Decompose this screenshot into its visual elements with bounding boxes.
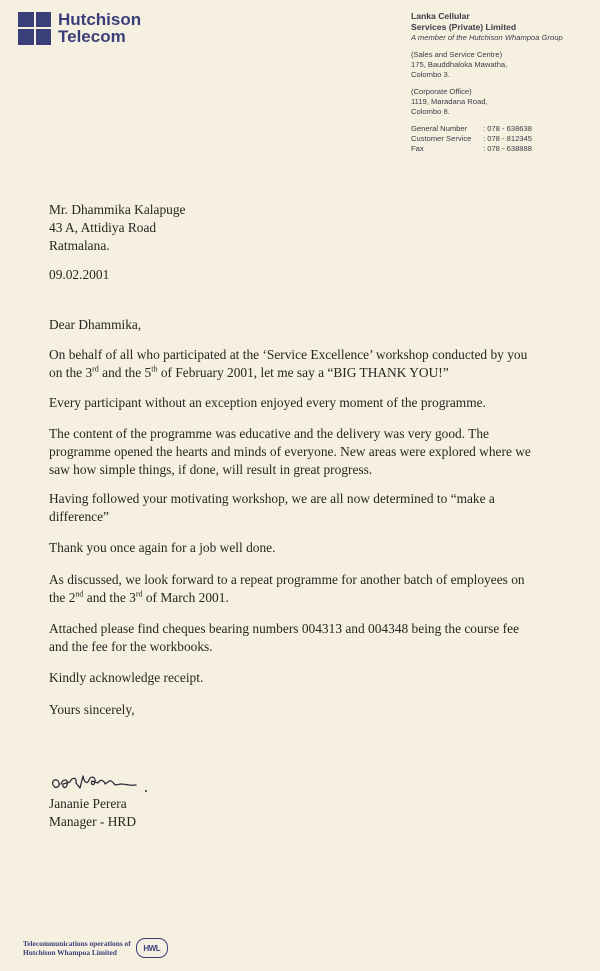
paragraph-2: Every participant without an exception enjoyed every moment of the programme.: [49, 395, 486, 410]
text-run: on the 3: [49, 365, 93, 380]
contact-value: : 078 - 638888: [483, 144, 532, 153]
paragraph-line: On behalf of all who participated at the ‘Service Excellence’ workshop conducted by you: [49, 347, 528, 362]
paragraph-line: The content of the programme was educative and the delivery was very good. The: [49, 426, 490, 441]
paragraph-line: [49, 364, 579, 382]
footer: [23, 938, 168, 958]
footer-line1: Telecommunications operations of: [23, 938, 131, 948]
sales-centre-address: [411, 50, 596, 80]
footer-text: [23, 939, 131, 958]
text-run: of February 2001, let me say a “BIG THANK YOU!”: [157, 365, 449, 380]
paragraph-line: saw how simple things, if done, will result in great progress.: [49, 462, 373, 477]
paragraph-6: [49, 571, 579, 607]
recipient-address: [49, 201, 579, 255]
contact-row: [411, 144, 596, 154]
company-name-line2: Services (Private) Limited: [411, 22, 517, 32]
signatory-name: Jananie Perera: [49, 796, 127, 811]
signatory-title: Manager - HRD: [49, 814, 137, 829]
contact-value: : 078 - 638638: [483, 124, 532, 133]
recipient-address-line2: Ratmalana.: [49, 238, 110, 253]
salutation: Dear Dhammika,: [49, 317, 142, 332]
paragraph-1: [49, 346, 579, 382]
company-name-line1: Lanka Cellular: [411, 11, 470, 21]
ordinal-suffix: nd: [75, 589, 84, 599]
handwritten-signature: [50, 770, 160, 796]
paragraph-line: programme opened the hearts and minds of everyone. New areas were explored where we: [49, 444, 531, 459]
closing: Yours sincerely,: [49, 702, 135, 717]
ordinal-suffix: rd: [92, 364, 99, 374]
member-note: A member of the Hutchison Whampoa Group: [411, 33, 563, 42]
text-run: the 2: [49, 590, 76, 605]
logo-line2: Telecom: [58, 27, 126, 46]
contact-value: : 078 - 812345: [483, 134, 532, 143]
recipient-name: Mr. Dhammika Kalapuge: [49, 202, 186, 217]
corporate-office-line1: 1119, Maradana Road,: [411, 97, 488, 106]
paragraph-8: Kindly acknowledge receipt.: [49, 670, 204, 685]
hutchison-squares-icon: [18, 12, 51, 45]
corporate-office-address: [411, 87, 596, 117]
contact-numbers: [411, 124, 596, 154]
corporate-office-label: (Corporate Office): [411, 87, 472, 96]
paragraph-3: [49, 425, 579, 479]
sales-centre-line1: 175, Bauddhaloka Mawatha,: [411, 60, 508, 69]
ordinal-suffix: rd: [135, 589, 143, 599]
contact-row: [411, 124, 596, 134]
text-run: of March 2001.: [142, 590, 229, 605]
ordinal-suffix: th: [151, 364, 158, 374]
sales-centre-line2: Colombo 3.: [411, 70, 450, 79]
paragraph-line: Attached please find cheques bearing numbers 004313 and 004348 being the course fee: [49, 621, 520, 636]
text-run: and the 3: [83, 590, 136, 605]
paragraph-line: Having followed your motivating workshop, we are all now determined to “make a: [49, 491, 495, 506]
paragraph-line: As discussed, we look forward to a repeat programme for another batch of employees on: [49, 572, 525, 587]
paragraph-5: Thank you once again for a job well done.: [49, 540, 276, 555]
corporate-office-line2: Colombo 8.: [411, 107, 450, 116]
sales-centre-label: (Sales and Service Centre): [411, 50, 503, 59]
signatory: [49, 795, 579, 831]
paragraph-4: [49, 490, 579, 526]
paragraph-line: and the fee for the workbooks.: [49, 639, 213, 654]
company-info: [411, 11, 596, 154]
paragraph-line: [49, 589, 579, 607]
recipient-address-line1: 43 A, Attidiya Road: [49, 220, 157, 235]
letter-date: 09.02.2001: [49, 267, 110, 282]
logo-line1: Hutchison: [58, 10, 142, 29]
company-logo: [18, 11, 141, 45]
text-run: and the 5: [98, 365, 152, 380]
contact-row: [411, 134, 596, 144]
contact-label: General Number: [411, 124, 468, 133]
footer-line2: Hutchison Whampoa Limited: [23, 948, 117, 957]
paragraph-7: [49, 620, 579, 656]
logo-wordmark: [58, 11, 141, 45]
paragraph-line: difference”: [49, 509, 109, 524]
contact-label: Fax: [411, 144, 424, 153]
contact-label: Customer Service: [411, 134, 472, 143]
hwl-logo: HWL: [136, 938, 168, 958]
